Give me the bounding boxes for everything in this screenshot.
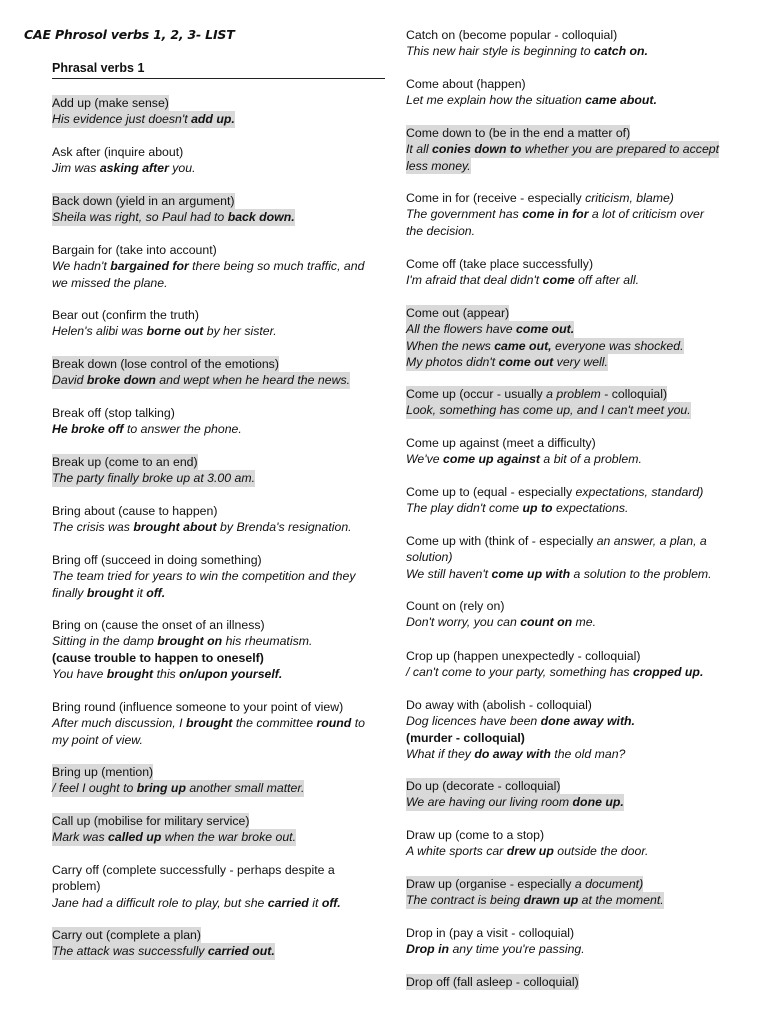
text-segment: there being so much traffic, and: [188, 259, 365, 274]
verb-definition: [406, 827, 741, 843]
phrasal-verb-entry: [52, 405, 387, 438]
example-sentence: [52, 585, 387, 601]
example-sentence: [406, 892, 664, 908]
text-segment: Do away with (abolish - colloquial): [406, 698, 592, 712]
text-segment: Let me explain how the situation: [406, 93, 586, 108]
text-segment: carried: [267, 895, 309, 910]
text-segment: Come up with (think of - especially: [406, 534, 597, 548]
text-segment: came out,: [494, 338, 552, 353]
text-segment: to answer the phone.: [123, 422, 242, 437]
phrasal-verb-entry: [406, 125, 741, 174]
example-sentence: [406, 43, 741, 59]
text-segment: my point of view.: [52, 732, 143, 747]
text-segment: done up.: [572, 795, 624, 810]
phrasal-verb-entry: [52, 356, 387, 389]
text-segment: this: [153, 667, 180, 682]
verb-definition: [406, 925, 741, 941]
example-sentence: [406, 614, 741, 630]
text-segment: It all: [406, 142, 432, 157]
text-segment: The government has: [406, 207, 523, 222]
verb-definition: [406, 598, 741, 614]
text-segment: Bear out (confirm the truth): [52, 308, 199, 322]
text-segment: Break off (stop talking): [52, 406, 175, 420]
text-segment: My photos didn't: [406, 355, 499, 370]
verb-definition: [52, 454, 198, 470]
phrasal-verb-entry: [406, 648, 741, 681]
example-sentence: [406, 158, 471, 174]
text-segment: drawn up: [523, 893, 579, 908]
phrasal-verb-entry: [52, 617, 387, 683]
text-segment: David: [52, 373, 87, 388]
phrasal-verb-entry: [52, 764, 387, 797]
example-sentence: [52, 160, 387, 176]
text-segment: Drop in: [406, 942, 450, 957]
verb-definition: [406, 305, 509, 321]
text-segment: We still haven't: [406, 566, 492, 581]
example-sentence: [52, 829, 296, 845]
text-segment: expectations.: [552, 501, 629, 516]
example-sentence: [52, 275, 387, 291]
text-segment: his rheumatism.: [222, 634, 313, 649]
text-segment: Dog licences have been: [406, 714, 541, 729]
text-segment: Look, something has come up, and I can't meet you.: [406, 403, 691, 418]
text-segment: come in for: [522, 207, 589, 222]
text-segment: Ask after (inquire about): [52, 145, 184, 159]
text-segment: a lot of criticism over: [588, 207, 704, 222]
phrasal-verb-entry: [52, 862, 387, 911]
text-segment: Come down to (be in the end a matter of): [406, 126, 631, 140]
section-divider: [52, 78, 385, 79]
phrasal-verb-entry: [52, 927, 387, 960]
text-segment: drew up: [506, 844, 554, 859]
phrasal-verb-entry: [52, 193, 387, 226]
example-sentence: [406, 321, 574, 337]
phrasal-verb-entry: [406, 533, 741, 582]
text-segment: to: [351, 716, 365, 731]
text-segment: We are having our living room: [406, 795, 573, 810]
text-segment: / feel I ought to: [52, 781, 137, 796]
example-sentence: [406, 92, 741, 108]
example-sentence: [406, 338, 684, 354]
example-sentence: [52, 421, 387, 437]
example-sentence: [406, 500, 741, 516]
text-segment: conies down to: [431, 142, 522, 157]
text-segment: The attack was successfully: [52, 944, 208, 959]
text-segment: The contract is being: [406, 893, 524, 908]
text-segment: I'm afraid that deal didn't: [406, 273, 543, 288]
text-segment: What if they: [406, 747, 475, 762]
text-segment: a solution to the problem.: [570, 566, 712, 581]
text-segment: Drop off (fall asleep - colloquial): [406, 975, 579, 989]
text-segment: (murder - colloquial): [406, 730, 525, 745]
text-segment: Carry out (complete a plan): [52, 928, 201, 942]
verb-definition: [52, 405, 387, 421]
verb-definition: [52, 650, 387, 666]
text-segment: Bring off (succeed in doing something): [52, 553, 262, 567]
text-segment: We hadn't: [52, 259, 111, 274]
verb-definition: [406, 730, 741, 746]
text-segment: on/upon yourself.: [179, 667, 283, 682]
text-segment: Break down (lose control of the emotions): [52, 357, 279, 371]
text-segment: / can't come to your party, something has: [406, 665, 633, 680]
verb-definition: [52, 503, 387, 519]
text-segment: Crop up (happen unexpectedly - colloquial): [406, 649, 641, 663]
example-sentence: [52, 519, 387, 535]
phrasal-verb-entry: [406, 778, 741, 811]
text-segment: expectations, standard): [575, 485, 704, 499]
text-segment: brought: [185, 716, 233, 731]
text-segment: bargained for: [110, 259, 189, 274]
text-segment: Jane had a difficult role to play, but she: [52, 895, 268, 910]
text-segment: Call up (mobilise for military service): [52, 814, 250, 828]
text-segment: Do up (decorate - colloquial): [406, 779, 561, 793]
verb-definition: [52, 242, 387, 258]
verb-definition: [406, 648, 741, 664]
verb-definition: [406, 125, 630, 141]
text-segment: You have: [52, 667, 107, 682]
text-segment: Sitting in the damp: [52, 634, 158, 649]
verb-definition: [406, 778, 560, 794]
text-segment: Don't worry, you can: [406, 615, 521, 630]
example-sentence: [406, 206, 741, 222]
text-segment: up to: [522, 501, 553, 516]
phrasal-verb-entry: [52, 454, 387, 487]
text-segment: Helen's alibi was: [52, 324, 147, 339]
text-segment: it: [133, 585, 147, 600]
text-segment: solution): [406, 550, 453, 565]
text-segment: come up against: [442, 452, 541, 467]
text-segment: Back down (yield in an argument): [52, 194, 235, 208]
example-sentence: [52, 780, 304, 796]
phrasal-verb-entry: [406, 484, 741, 517]
text-segment: a problem: [546, 387, 601, 401]
text-segment: and wept when he heard the news.: [155, 373, 351, 388]
text-segment: Carry off (complete successfully - perhaps despite a: [52, 863, 335, 877]
text-segment: everyone was shocked.: [551, 338, 684, 353]
example-sentence: [406, 941, 741, 957]
example-sentence: [406, 141, 719, 157]
text-segment: come up with: [491, 566, 571, 581]
text-segment: the old man?: [550, 747, 626, 762]
verb-definition: [406, 697, 741, 713]
text-segment: The crisis was: [52, 520, 134, 535]
example-sentence: [52, 715, 387, 731]
text-segment: Come up (occur - usually: [406, 387, 547, 401]
text-segment: - colloquial): [600, 387, 668, 401]
example-sentence: [406, 843, 741, 859]
phrasal-verb-entry: [52, 144, 387, 177]
phrasal-verb-entry: [406, 598, 741, 631]
text-segment: very well.: [553, 355, 608, 370]
text-segment: The play didn't come: [406, 501, 523, 516]
text-segment: brought about: [133, 520, 217, 535]
text-segment: Bring about (cause to happen): [52, 504, 218, 518]
text-segment: Draw up (organise - especially: [406, 877, 575, 891]
text-segment: come: [542, 273, 575, 288]
text-segment: carried out.: [207, 944, 275, 959]
text-segment: Count on (rely on): [406, 599, 505, 613]
text-segment: criticism, blame): [585, 191, 674, 205]
page-title: CAE Phrosol verbs 1, 2, 3- LIST: [24, 27, 235, 42]
text-segment: After much discussion, I: [52, 716, 186, 731]
text-segment: Come about (happen): [406, 77, 526, 91]
example-sentence: [52, 732, 387, 748]
phrasal-verb-entry: [406, 974, 741, 990]
verb-definition: [406, 533, 741, 549]
example-sentence: [52, 258, 387, 274]
example-sentence: [406, 402, 691, 418]
verb-definition: [52, 95, 169, 111]
text-segment: Break up (come to an end): [52, 455, 198, 469]
verb-definition: [406, 435, 741, 451]
phrasal-verb-entry: [52, 552, 387, 601]
text-segment: When the news: [406, 338, 495, 353]
text-segment: the committee: [232, 716, 317, 731]
text-segment: back down.: [227, 210, 295, 225]
phrasal-verb-entry: [52, 95, 387, 128]
example-sentence: [406, 713, 741, 729]
text-segment: Add up (make sense): [52, 96, 169, 110]
text-segment: (cause trouble to happen to oneself): [52, 650, 264, 665]
text-segment: Come out (appear): [406, 306, 510, 320]
text-segment: This new hair style is beginning to: [406, 44, 594, 59]
text-segment: Come off (take place successfully): [406, 257, 594, 271]
text-segment: count on: [520, 615, 573, 630]
text-segment: a document): [574, 877, 644, 891]
text-segment: Mark was: [52, 830, 109, 845]
text-segment: outside the door.: [553, 844, 649, 859]
text-segment: problem): [52, 879, 101, 894]
example-sentence: [406, 272, 741, 288]
text-segment: We've: [406, 452, 443, 467]
phrasal-verb-entry: [52, 242, 387, 291]
verb-definition: [52, 307, 387, 323]
example-sentence: [52, 568, 387, 584]
text-segment: any time you're passing.: [449, 942, 585, 957]
text-segment: Come up to (equal - especially: [406, 485, 576, 499]
example-sentence: [406, 354, 608, 370]
text-segment: asking after: [99, 161, 169, 176]
phrasal-verb-entry: [52, 813, 387, 846]
text-segment: when the war broke out.: [161, 830, 297, 845]
text-segment: brought on: [157, 634, 223, 649]
text-segment: Sheila was right, so Paul had to: [52, 210, 228, 225]
text-segment: The party finally broke up at 3.00 am.: [52, 471, 256, 486]
phrasal-verb-entry: [406, 386, 741, 419]
text-segment: a bit of a problem.: [540, 452, 642, 467]
text-segment: brought: [86, 585, 134, 600]
verb-definition: [406, 484, 741, 500]
text-segment: it: [308, 895, 322, 910]
text-segment: whether you are prepared to accept: [521, 142, 720, 157]
verb-definition: [52, 813, 249, 829]
text-segment: borne out: [146, 324, 204, 339]
example-sentence: [406, 451, 741, 467]
text-segment: Jim was: [52, 161, 100, 176]
text-segment: A white sports car: [406, 844, 507, 859]
verb-definition: [52, 356, 279, 372]
example-sentence: [52, 895, 387, 911]
phrasal-verb-entry: [406, 876, 741, 909]
verb-definition: [52, 552, 387, 568]
verb-definition: [52, 927, 201, 943]
phrasal-verb-entry: [406, 190, 741, 239]
example-sentence: [52, 323, 387, 339]
text-segment: off.: [146, 585, 166, 600]
phrasal-verb-entry: [406, 76, 741, 109]
text-segment: add up.: [191, 112, 235, 127]
text-segment: another small matter.: [185, 781, 305, 796]
example-sentence: [406, 223, 741, 239]
text-segment: at the moment.: [578, 893, 664, 908]
text-segment: came about.: [585, 93, 657, 108]
text-segment: less money.: [406, 158, 471, 173]
text-segment: off.: [321, 895, 341, 910]
example-sentence: [406, 664, 741, 680]
example-sentence: [52, 633, 387, 649]
text-segment: the decision.: [406, 223, 476, 238]
text-segment: Draw up (come to a stop): [406, 828, 545, 842]
verb-definition: [52, 862, 387, 878]
example-sentence: [52, 943, 275, 959]
text-segment: Bargain for (take into account): [52, 243, 217, 257]
text-segment: off after all.: [574, 273, 639, 288]
phrasal-verb-entry: [406, 27, 741, 60]
text-segment: Come in for (receive - especially: [406, 191, 586, 205]
text-segment: The team tried for years to win the competition and they: [52, 569, 356, 584]
phrasal-verb-entry: [406, 256, 741, 289]
phrasal-verb-entry: [52, 307, 387, 340]
text-segment: broke down: [86, 373, 156, 388]
verb-definition: [52, 699, 387, 715]
text-segment: do away with: [474, 747, 551, 762]
text-segment: come out.: [516, 322, 575, 337]
example-sentence: [52, 209, 295, 225]
phrasal-verb-entry: [406, 925, 741, 958]
text-segment: done away with.: [540, 714, 635, 729]
verb-definition: [52, 764, 153, 780]
text-segment: Come up against (meet a difficulty): [406, 436, 596, 450]
text-segment: we missed the plane.: [52, 275, 168, 290]
text-segment: round: [316, 716, 352, 731]
text-segment: an answer, a plan, a: [596, 534, 707, 548]
text-segment: catch on.: [593, 44, 648, 59]
text-segment: brought: [106, 667, 154, 682]
verb-definition: [406, 386, 667, 402]
text-segment: finally: [52, 585, 87, 600]
text-segment: His evidence just doesn't: [52, 112, 192, 127]
phrasal-verb-entry: [406, 305, 741, 371]
phrasal-verb-entry: [406, 435, 741, 468]
example-sentence: [406, 746, 741, 762]
text-segment: Bring on (cause the onset of an illness): [52, 618, 265, 632]
phrasal-verb-entry: [52, 503, 387, 536]
verb-definition: [406, 256, 741, 272]
verb-definition: [406, 27, 741, 43]
text-segment: cropped up.: [633, 665, 704, 680]
example-sentence: [52, 111, 235, 127]
phrasal-verb-entry: [406, 827, 741, 860]
text-segment: by Brenda's resignation.: [216, 520, 352, 535]
verb-definition: [52, 878, 387, 894]
text-segment: called up: [108, 830, 162, 845]
phrasal-verb-entry: [52, 699, 387, 748]
section-heading: Phrasal verbs 1: [52, 61, 145, 75]
verb-definition: [406, 974, 579, 990]
text-segment: Bring round (influence someone to your point of view): [52, 700, 344, 714]
verb-definition: [52, 144, 387, 160]
example-sentence: [52, 470, 255, 486]
text-segment: me.: [572, 615, 597, 630]
verb-definition: [52, 193, 235, 209]
example-sentence: [52, 666, 387, 682]
text-segment: Bring up (mention): [52, 765, 154, 779]
text-segment: Catch on (become popular - colloquial): [406, 28, 618, 42]
text-segment: come out: [498, 355, 554, 370]
text-segment: you.: [168, 161, 196, 176]
example-sentence: [52, 372, 350, 388]
text-segment: All the flowers have: [406, 322, 517, 337]
text-segment: He broke off: [52, 422, 124, 437]
phrasal-verb-entry: [406, 697, 741, 763]
verb-definition: [52, 617, 387, 633]
verb-definition: [406, 549, 741, 565]
verb-definition: [406, 190, 741, 206]
text-segment: Drop in (pay a visit - colloquial): [406, 926, 575, 940]
example-sentence: [406, 566, 741, 582]
example-sentence: [406, 794, 624, 810]
text-segment: bring up: [136, 781, 186, 796]
text-segment: by her sister.: [203, 324, 277, 339]
verb-definition: [406, 76, 741, 92]
verb-definition: [406, 876, 643, 892]
